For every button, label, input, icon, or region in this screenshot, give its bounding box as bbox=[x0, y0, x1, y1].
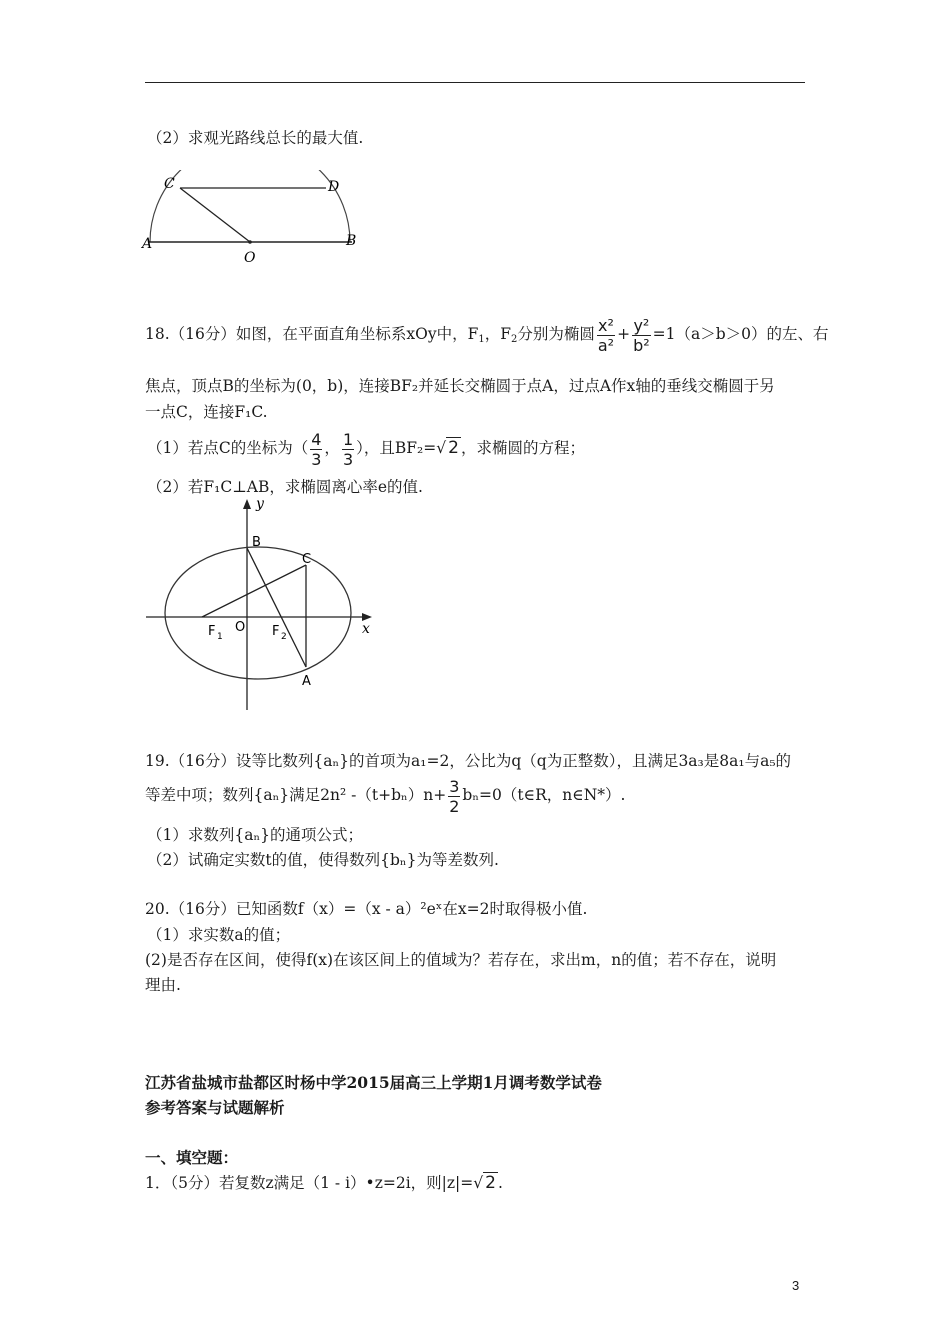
fraction-y2-b2: $\frac{\text{y²}}{\text{b²}}$ bbox=[633, 315, 650, 355]
label-y: y bbox=[256, 496, 264, 512]
label-C: C bbox=[164, 176, 175, 192]
label-D: D bbox=[328, 179, 340, 195]
q18-part2: （2）若F₁C⊥AB，求椭圆离心率e的值. bbox=[147, 478, 423, 496]
label-F2-sub: 2 bbox=[281, 632, 287, 642]
q17-part2: （2）求观光路线总长的最大值. bbox=[147, 129, 364, 147]
q20-part2a: (2)是否存在区间，使得f(x)在该区间上的值域为？若存在，求出m，n的值；若不存在，说明 bbox=[145, 951, 777, 969]
label-C2: C bbox=[302, 552, 312, 567]
label-F1-sub: 1 bbox=[217, 632, 223, 642]
label-B2: B bbox=[252, 535, 261, 550]
sqrt-2: √ 2 bbox=[436, 438, 459, 458]
label-A: A bbox=[142, 236, 153, 252]
q20-part1: （1）求实数a的值； bbox=[147, 926, 291, 944]
q18-part1: （1）若点C的坐标为（ $\frac{4}{3}$ ， $\frac{1}{3}$ ），且BF₂=√ 2 ，求椭圆的方程； bbox=[147, 429, 585, 469]
sqrt-2-answer: √ 2 bbox=[473, 1173, 496, 1193]
page-number: 3 bbox=[792, 1278, 800, 1293]
label-x: x bbox=[362, 621, 370, 637]
q19-part1: （1）求数列{aₙ}的通项公式； bbox=[147, 826, 364, 844]
q20-line1: 20.（16分）已知函数f（x）=（x - a）²eˣ在x=2时取得极小值. bbox=[145, 900, 588, 918]
label-A2: A bbox=[302, 674, 311, 689]
answers-subtitle: 参考答案与试题解析 bbox=[145, 1098, 285, 1117]
label-O: O bbox=[244, 250, 256, 266]
ellipse-figure bbox=[140, 495, 380, 713]
q20-part2b: 理由. bbox=[145, 976, 181, 994]
answers-title: 江苏省盐城市盐都区时杨中学2015届高三上学期1月调考数学试卷 bbox=[145, 1073, 602, 1092]
semicircle-figure bbox=[140, 170, 360, 270]
header-rule bbox=[145, 82, 805, 83]
q19-line2: 等差中项；数列{aₙ}满足2n² -（t+bₙ）n+ $\frac{3}{2}$ bₙ=0（t∈R，n∈N*）. bbox=[145, 776, 626, 816]
label-F2: F bbox=[272, 624, 280, 639]
label-F1: F bbox=[208, 624, 216, 639]
q18-line2: 焦点，顶点B的坐标为(0，b)，连接BF₂并延长交椭圆于点A，过点A作x轴的垂线交椭圆于另 bbox=[145, 377, 775, 395]
label-B: B bbox=[346, 233, 357, 249]
q18-line3: 一点C，连接F₁C. bbox=[145, 403, 268, 421]
q19-line1: 19.（16分）设等比数列{aₙ}的首项为a₁=2，公比为q（q为正整数），且满足3a₃是8a₁与a₅的 bbox=[145, 752, 792, 770]
fraction-x2-a2: $\frac{\text{x²}}{\text{a²}}$ bbox=[597, 315, 615, 355]
answer-1: 1．（5分）若复数z满足（1 - i）•z=2i，则|z|=√ 2 . bbox=[145, 1173, 503, 1193]
section-heading: 一、填空题： bbox=[145, 1148, 239, 1167]
q18-line1: 18.（16分）如图，在平面直角坐标系xOy中，$F_1$，$F_2$分别为椭圆 $\frac{\text{x²}}{\text{a²}}$ + $\frac{\text{y²}}{\text{b²}}$ =1（a＞b＞0）的左、右 bbox=[145, 315, 829, 355]
q19-part2: （2）试确定实数t的值，使得数列{bₙ}为等差数列. bbox=[147, 851, 499, 869]
label-O2: O bbox=[235, 620, 246, 635]
